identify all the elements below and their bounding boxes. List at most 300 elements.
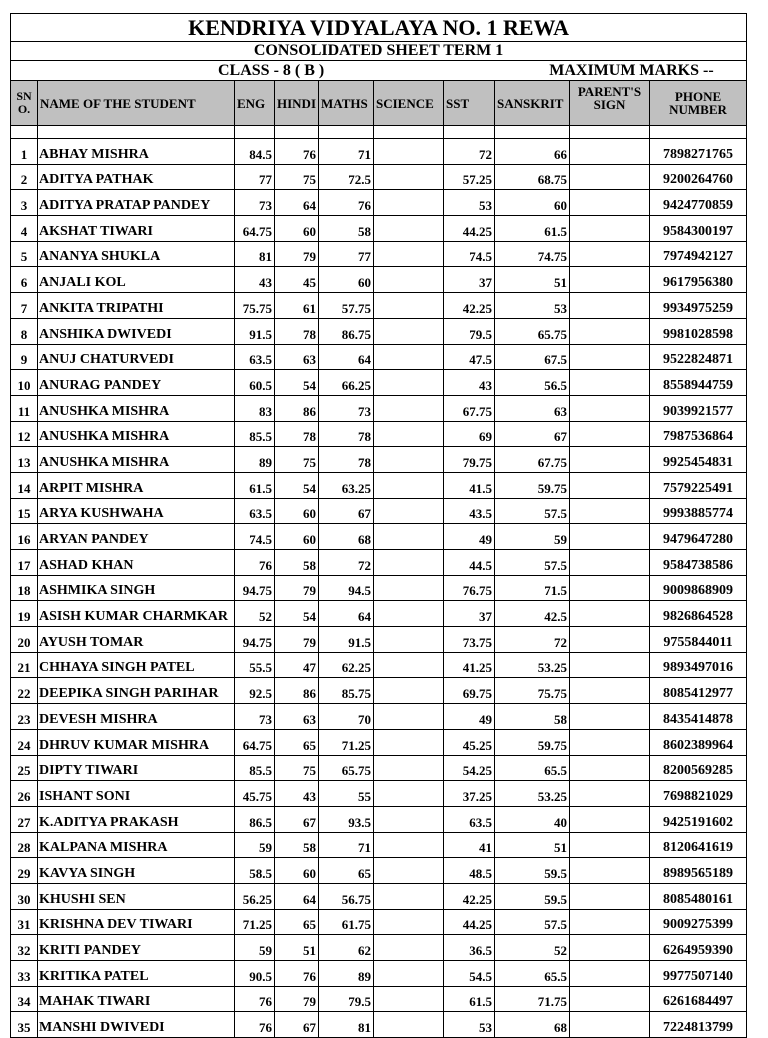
eng-marks-cell: 76 — [235, 1012, 275, 1038]
serial-number-cell: 27 — [11, 806, 38, 832]
science-marks-cell — [374, 293, 444, 319]
science-marks-cell — [374, 216, 444, 242]
maths-marks-cell: 67 — [319, 498, 374, 524]
phone-number-cell: 8435414878 — [650, 704, 747, 730]
class-info-row — [11, 61, 747, 81]
maths-marks-cell: 78 — [319, 447, 374, 473]
parent-sign-cell — [570, 293, 650, 319]
sst-marks-cell: 79.5 — [444, 318, 495, 344]
sst-marks-cell: 43.5 — [444, 498, 495, 524]
serial-number-cell: 6 — [11, 267, 38, 293]
sanskrit-marks-cell: 66 — [495, 139, 570, 165]
science-marks-cell — [374, 627, 444, 653]
hindi-marks-cell: 79 — [275, 241, 319, 267]
phone-number-cell: 9009868909 — [650, 575, 747, 601]
sanskrit-marks-cell: 67.75 — [495, 447, 570, 473]
hindi-marks-cell: 61 — [275, 293, 319, 319]
sst-marks-cell: 41.25 — [444, 652, 495, 678]
sanskrit-marks-cell: 59.75 — [495, 729, 570, 755]
science-marks-cell — [374, 524, 444, 550]
serial-number-cell: 33 — [11, 961, 38, 987]
sst-marks-cell: 44.25 — [444, 909, 495, 935]
header-sst: SST — [444, 81, 495, 126]
sanskrit-marks-cell: 57.5 — [495, 909, 570, 935]
phone-number-cell: 9934975259 — [650, 293, 747, 319]
table-row — [11, 395, 747, 421]
parent-sign-cell — [570, 1012, 650, 1038]
science-marks-cell — [374, 241, 444, 267]
serial-number-cell: 2 — [11, 164, 38, 190]
phone-number-cell: 9617956380 — [650, 267, 747, 293]
sst-marks-cell: 67.75 — [444, 395, 495, 421]
sanskrit-marks-cell: 65.75 — [495, 318, 570, 344]
maths-marks-cell: 66.25 — [319, 370, 374, 396]
phone-number-cell: 9479647280 — [650, 524, 747, 550]
science-marks-cell — [374, 164, 444, 190]
student-rows — [11, 139, 747, 1038]
serial-number-cell: 20 — [11, 627, 38, 653]
serial-number-cell: 24 — [11, 729, 38, 755]
maths-marks-cell: 64 — [319, 344, 374, 370]
eng-marks-cell: 84.5 — [235, 139, 275, 165]
sst-marks-cell: 54.5 — [444, 961, 495, 987]
table-row — [11, 293, 747, 319]
eng-marks-cell: 74.5 — [235, 524, 275, 550]
table-row — [11, 550, 747, 576]
hindi-marks-cell: 60 — [275, 858, 319, 884]
eng-marks-cell: 60.5 — [235, 370, 275, 396]
eng-marks-cell: 56.25 — [235, 883, 275, 909]
serial-number-cell: 19 — [11, 601, 38, 627]
phone-number-cell: 8085412977 — [650, 678, 747, 704]
student-name-cell: KRITI PANDEY — [38, 935, 235, 961]
header-name: NAME OF THE STUDENT — [38, 81, 235, 126]
parent-sign-cell — [570, 627, 650, 653]
phone-number-cell: 8085480161 — [650, 883, 747, 909]
science-marks-cell — [374, 139, 444, 165]
science-marks-cell — [374, 909, 444, 935]
sanskrit-marks-cell: 51 — [495, 832, 570, 858]
serial-number-cell: 26 — [11, 781, 38, 807]
serial-number-cell: 28 — [11, 832, 38, 858]
eng-marks-cell: 94.75 — [235, 627, 275, 653]
eng-marks-cell: 76 — [235, 986, 275, 1012]
parent-sign-cell — [570, 781, 650, 807]
science-marks-cell — [374, 472, 444, 498]
parent-sign-cell — [570, 164, 650, 190]
serial-number-cell: 34 — [11, 986, 38, 1012]
sanskrit-marks-cell: 67.5 — [495, 344, 570, 370]
eng-marks-cell: 63.5 — [235, 344, 275, 370]
science-marks-cell — [374, 498, 444, 524]
science-marks-cell — [374, 755, 444, 781]
sanskrit-marks-cell: 57.5 — [495, 550, 570, 576]
student-name-cell: DEEPIKA SINGH PARIHAR — [38, 678, 235, 704]
hindi-marks-cell: 79 — [275, 986, 319, 1012]
science-marks-cell — [374, 883, 444, 909]
serial-number-cell: 22 — [11, 678, 38, 704]
student-name-cell: KAVYA SINGH — [38, 858, 235, 884]
maths-marks-cell: 65.75 — [319, 755, 374, 781]
sst-marks-cell: 57.25 — [444, 164, 495, 190]
eng-marks-cell: 90.5 — [235, 961, 275, 987]
eng-marks-cell: 75.75 — [235, 293, 275, 319]
hindi-marks-cell: 58 — [275, 832, 319, 858]
sanskrit-marks-cell: 42.5 — [495, 601, 570, 627]
phone-number-cell: 7698821029 — [650, 781, 747, 807]
sanskrit-marks-cell: 59.5 — [495, 858, 570, 884]
maths-marks-cell: 58 — [319, 216, 374, 242]
phone-number-cell: 9826864528 — [650, 601, 747, 627]
table-row — [11, 1012, 747, 1038]
sst-marks-cell: 45.25 — [444, 729, 495, 755]
sst-marks-cell: 74.5 — [444, 241, 495, 267]
serial-number-cell: 13 — [11, 447, 38, 473]
eng-marks-cell: 43 — [235, 267, 275, 293]
sanskrit-marks-cell: 59.5 — [495, 883, 570, 909]
table-row — [11, 729, 747, 755]
sanskrit-marks-cell: 65.5 — [495, 755, 570, 781]
student-name-cell: DHRUV KUMAR MISHRA — [38, 729, 235, 755]
hindi-marks-cell: 79 — [275, 575, 319, 601]
eng-marks-cell: 77 — [235, 164, 275, 190]
sst-marks-cell: 36.5 — [444, 935, 495, 961]
maths-marks-cell: 60 — [319, 267, 374, 293]
parent-sign-cell — [570, 344, 650, 370]
eng-marks-cell: 73 — [235, 190, 275, 216]
student-name-cell: ARPIT MISHRA — [38, 472, 235, 498]
serial-number-cell: 14 — [11, 472, 38, 498]
header-hindi: HINDI — [275, 81, 319, 126]
table-row — [11, 370, 747, 396]
hindi-marks-cell: 75 — [275, 447, 319, 473]
phone-number-cell: 9425191602 — [650, 806, 747, 832]
hindi-marks-cell: 76 — [275, 961, 319, 987]
maths-marks-cell: 65 — [319, 858, 374, 884]
school-title: KENDRIYA VIDYALAYA NO. 1 REWA — [11, 14, 747, 42]
hindi-marks-cell: 60 — [275, 498, 319, 524]
sanskrit-marks-cell: 56.5 — [495, 370, 570, 396]
maths-marks-cell: 71 — [319, 832, 374, 858]
serial-number-cell: 3 — [11, 190, 38, 216]
parent-sign-cell — [570, 139, 650, 165]
eng-marks-cell: 55.5 — [235, 652, 275, 678]
eng-marks-cell: 76 — [235, 550, 275, 576]
sst-marks-cell: 54.25 — [444, 755, 495, 781]
maths-marks-cell: 72.5 — [319, 164, 374, 190]
hindi-marks-cell: 63 — [275, 344, 319, 370]
student-name-cell: ANUSHKA MISHRA — [38, 421, 235, 447]
table-row — [11, 344, 747, 370]
science-marks-cell — [374, 344, 444, 370]
hindi-marks-cell: 78 — [275, 318, 319, 344]
science-marks-cell — [374, 806, 444, 832]
maths-marks-cell: 73 — [319, 395, 374, 421]
parent-sign-cell — [570, 395, 650, 421]
science-marks-cell — [374, 704, 444, 730]
hindi-marks-cell: 54 — [275, 370, 319, 396]
student-name-cell: ARYAN PANDEY — [38, 524, 235, 550]
eng-marks-cell: 73 — [235, 704, 275, 730]
hindi-marks-cell: 64 — [275, 190, 319, 216]
eng-marks-cell: 85.5 — [235, 755, 275, 781]
student-name-cell: KRITIKA PATEL — [38, 961, 235, 987]
parent-sign-cell — [570, 241, 650, 267]
sanskrit-marks-cell: 68.75 — [495, 164, 570, 190]
science-marks-cell — [374, 678, 444, 704]
sanskrit-marks-cell: 53.25 — [495, 781, 570, 807]
sst-marks-cell: 69 — [444, 421, 495, 447]
student-name-cell: ABHAY MISHRA — [38, 139, 235, 165]
table-row — [11, 909, 747, 935]
sst-marks-cell: 42.25 — [444, 883, 495, 909]
maths-marks-cell: 72 — [319, 550, 374, 576]
phone-number-cell: 8120641619 — [650, 832, 747, 858]
maths-marks-cell: 89 — [319, 961, 374, 987]
sanskrit-marks-cell: 57.5 — [495, 498, 570, 524]
table-row — [11, 986, 747, 1012]
student-name-cell: MANSHI DWIVEDI — [38, 1012, 235, 1038]
hindi-marks-cell: 60 — [275, 524, 319, 550]
sanskrit-marks-cell: 52 — [495, 935, 570, 961]
serial-number-cell: 12 — [11, 421, 38, 447]
eng-marks-cell: 85.5 — [235, 421, 275, 447]
student-name-cell: KHUSHI SEN — [38, 883, 235, 909]
maths-marks-cell: 68 — [319, 524, 374, 550]
eng-marks-cell: 92.5 — [235, 678, 275, 704]
serial-number-cell: 32 — [11, 935, 38, 961]
maths-marks-cell: 91.5 — [319, 627, 374, 653]
eng-marks-cell: 64.75 — [235, 216, 275, 242]
table-row — [11, 678, 747, 704]
column-header-row — [11, 81, 747, 126]
parent-sign-cell — [570, 550, 650, 576]
parent-sign-cell — [570, 704, 650, 730]
hindi-marks-cell: 47 — [275, 652, 319, 678]
serial-number-cell: 25 — [11, 755, 38, 781]
science-marks-cell — [374, 1012, 444, 1038]
table-row — [11, 190, 747, 216]
science-marks-cell — [374, 575, 444, 601]
sanskrit-marks-cell: 65.5 — [495, 961, 570, 987]
sst-marks-cell: 43 — [444, 370, 495, 396]
serial-number-cell: 16 — [11, 524, 38, 550]
science-marks-cell — [374, 858, 444, 884]
table-row — [11, 806, 747, 832]
science-marks-cell — [374, 395, 444, 421]
sst-marks-cell: 48.5 — [444, 858, 495, 884]
phone-number-cell: 7987536864 — [650, 421, 747, 447]
hindi-marks-cell: 54 — [275, 472, 319, 498]
eng-marks-cell: 45.75 — [235, 781, 275, 807]
sst-marks-cell: 49 — [444, 704, 495, 730]
phone-number-cell: 9893497016 — [650, 652, 747, 678]
sst-marks-cell: 53 — [444, 190, 495, 216]
hindi-marks-cell: 64 — [275, 883, 319, 909]
science-marks-cell — [374, 421, 444, 447]
marks-sheet-table — [10, 13, 747, 1038]
sanskrit-marks-cell: 51 — [495, 267, 570, 293]
parent-sign-cell — [570, 961, 650, 987]
table-row — [11, 524, 747, 550]
student-name-cell: DIPTY TIWARI — [38, 755, 235, 781]
phone-number-cell: 9522824871 — [650, 344, 747, 370]
student-name-cell: ARYA KUSHWAHA — [38, 498, 235, 524]
table-row — [11, 421, 747, 447]
maths-marks-cell: 70 — [319, 704, 374, 730]
parent-sign-cell — [570, 472, 650, 498]
science-marks-cell — [374, 652, 444, 678]
phone-number-cell: 9039921577 — [650, 395, 747, 421]
parent-sign-cell — [570, 832, 650, 858]
hindi-marks-cell: 43 — [275, 781, 319, 807]
maths-marks-cell: 81 — [319, 1012, 374, 1038]
science-marks-cell — [374, 986, 444, 1012]
parent-sign-cell — [570, 883, 650, 909]
sanskrit-marks-cell: 58 — [495, 704, 570, 730]
hindi-marks-cell: 86 — [275, 395, 319, 421]
sst-marks-cell: 41 — [444, 832, 495, 858]
eng-marks-cell: 81 — [235, 241, 275, 267]
sst-marks-cell: 49 — [444, 524, 495, 550]
parent-sign-cell — [570, 986, 650, 1012]
phone-number-cell: 9584738586 — [650, 550, 747, 576]
student-name-cell: ASHAD KHAN — [38, 550, 235, 576]
maths-marks-cell: 71.25 — [319, 729, 374, 755]
sst-marks-cell: 47.5 — [444, 344, 495, 370]
student-name-cell: ADITYA PATHAK — [38, 164, 235, 190]
serial-number-cell: 29 — [11, 858, 38, 884]
sst-marks-cell: 42.25 — [444, 293, 495, 319]
serial-number-cell: 35 — [11, 1012, 38, 1038]
student-name-cell: CHHAYA SINGH PATEL — [38, 652, 235, 678]
maths-marks-cell: 86.75 — [319, 318, 374, 344]
parent-sign-cell — [570, 806, 650, 832]
table-row — [11, 139, 747, 165]
student-name-cell: ANURAG PANDEY — [38, 370, 235, 396]
serial-number-cell: 5 — [11, 241, 38, 267]
phone-number-cell: 7224813799 — [650, 1012, 747, 1038]
sst-marks-cell: 61.5 — [444, 986, 495, 1012]
eng-marks-cell: 83 — [235, 395, 275, 421]
eng-marks-cell: 52 — [235, 601, 275, 627]
hindi-marks-cell: 79 — [275, 627, 319, 653]
science-marks-cell — [374, 190, 444, 216]
eng-marks-cell: 86.5 — [235, 806, 275, 832]
table-row — [11, 164, 747, 190]
phone-number-cell: 9981028598 — [650, 318, 747, 344]
hindi-marks-cell: 86 — [275, 678, 319, 704]
hindi-marks-cell: 63 — [275, 704, 319, 730]
sst-marks-cell: 37 — [444, 267, 495, 293]
table-row — [11, 883, 747, 909]
maths-marks-cell: 56.75 — [319, 883, 374, 909]
maximum-marks-label: MAXIMUM MARKS -- — [549, 61, 714, 79]
serial-number-cell: 21 — [11, 652, 38, 678]
student-name-cell: ADITYA PRATAP PANDEY — [38, 190, 235, 216]
sanskrit-marks-cell: 71.5 — [495, 575, 570, 601]
hindi-marks-cell: 60 — [275, 216, 319, 242]
sst-marks-cell: 69.75 — [444, 678, 495, 704]
sanskrit-marks-cell: 67 — [495, 421, 570, 447]
parent-sign-cell — [570, 498, 650, 524]
eng-marks-cell: 58.5 — [235, 858, 275, 884]
hindi-marks-cell: 51 — [275, 935, 319, 961]
sst-marks-cell: 72 — [444, 139, 495, 165]
hindi-marks-cell: 78 — [275, 421, 319, 447]
science-marks-cell — [374, 961, 444, 987]
eng-marks-cell: 71.25 — [235, 909, 275, 935]
parent-sign-cell — [570, 729, 650, 755]
science-marks-cell — [374, 832, 444, 858]
phone-number-cell: 8558944759 — [650, 370, 747, 396]
table-row — [11, 498, 747, 524]
maths-marks-cell: 85.75 — [319, 678, 374, 704]
class-label: CLASS - 8 ( B ) — [218, 61, 325, 79]
table-row — [11, 575, 747, 601]
serial-number-cell: 11 — [11, 395, 38, 421]
student-name-cell: AKSHAT TIWARI — [38, 216, 235, 242]
parent-sign-cell — [570, 370, 650, 396]
table-row — [11, 318, 747, 344]
sanskrit-marks-cell: 72 — [495, 627, 570, 653]
table-row — [11, 601, 747, 627]
parent-sign-cell — [570, 575, 650, 601]
sanskrit-marks-cell: 59.75 — [495, 472, 570, 498]
serial-number-cell: 10 — [11, 370, 38, 396]
parent-sign-cell — [570, 909, 650, 935]
sst-marks-cell: 63.5 — [444, 806, 495, 832]
parent-sign-cell — [570, 755, 650, 781]
phone-number-cell: 9755844011 — [650, 627, 747, 653]
hindi-marks-cell: 54 — [275, 601, 319, 627]
maths-marks-cell: 93.5 — [319, 806, 374, 832]
sst-marks-cell: 41.5 — [444, 472, 495, 498]
table-row — [11, 447, 747, 473]
hindi-marks-cell: 58 — [275, 550, 319, 576]
serial-number-cell: 31 — [11, 909, 38, 935]
hindi-marks-cell: 65 — [275, 909, 319, 935]
serial-number-cell: 18 — [11, 575, 38, 601]
sanskrit-marks-cell: 74.75 — [495, 241, 570, 267]
sanskrit-marks-cell: 59 — [495, 524, 570, 550]
sanskrit-marks-cell: 75.75 — [495, 678, 570, 704]
phone-number-cell: 9977507140 — [650, 961, 747, 987]
eng-marks-cell: 61.5 — [235, 472, 275, 498]
serial-number-cell: 8 — [11, 318, 38, 344]
maths-marks-cell: 94.5 — [319, 575, 374, 601]
phone-number-cell: 8602389964 — [650, 729, 747, 755]
science-marks-cell — [374, 729, 444, 755]
parent-sign-cell — [570, 858, 650, 884]
sanskrit-marks-cell: 71.75 — [495, 986, 570, 1012]
serial-number-cell: 15 — [11, 498, 38, 524]
sanskrit-marks-cell: 61.5 — [495, 216, 570, 242]
hindi-marks-cell: 67 — [275, 1012, 319, 1038]
parent-sign-cell — [570, 267, 650, 293]
hindi-marks-cell: 65 — [275, 729, 319, 755]
student-name-cell: ANUSHKA MISHRA — [38, 447, 235, 473]
parent-sign-cell — [570, 190, 650, 216]
parent-sign-cell — [570, 447, 650, 473]
hindi-marks-cell: 76 — [275, 139, 319, 165]
header-maths: MATHS — [319, 81, 374, 126]
serial-number-cell: 4 — [11, 216, 38, 242]
phone-number-cell: 8200569285 — [650, 755, 747, 781]
maths-marks-cell: 77 — [319, 241, 374, 267]
phone-number-cell: 9584300197 — [650, 216, 747, 242]
phone-number-cell: 8989565189 — [650, 858, 747, 884]
